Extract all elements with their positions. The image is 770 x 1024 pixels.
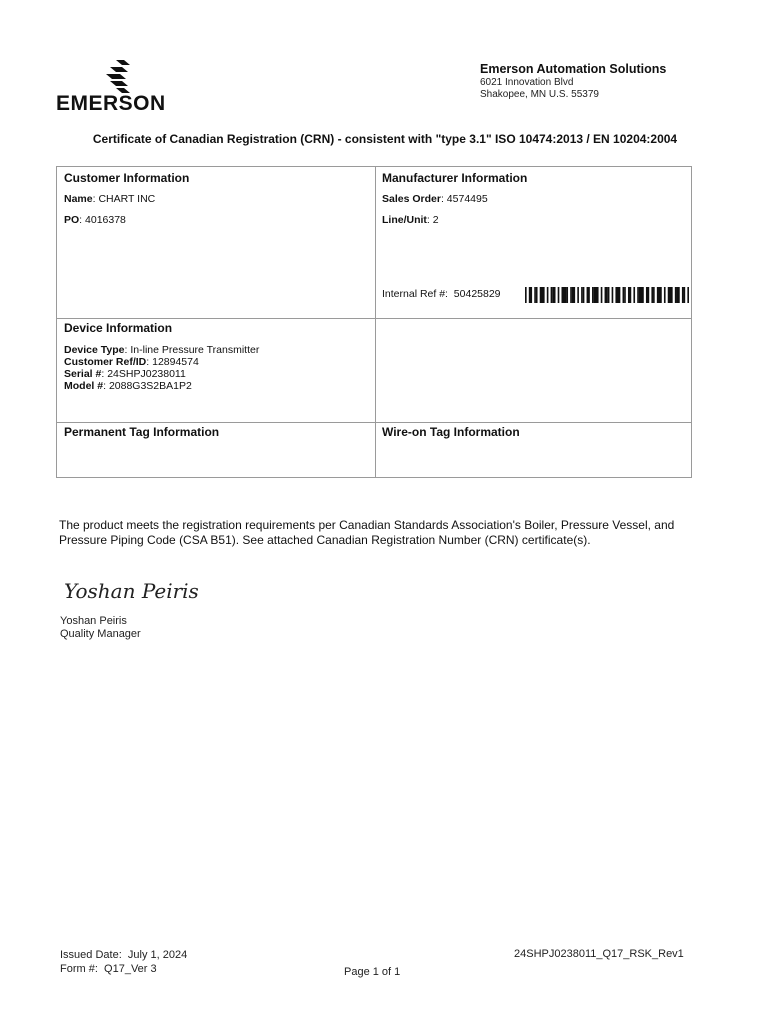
emerson-logo: [56, 58, 186, 118]
label-colon: :: [146, 356, 153, 368]
logo-wordmark: EMERSON: [56, 92, 166, 115]
serial-value: 24SHPJ0238011: [107, 368, 186, 380]
device-type-label: Device Type: [64, 344, 125, 356]
barcode-bar: [594, 287, 599, 303]
label-colon: :: [124, 344, 131, 356]
barcode-bar: [633, 287, 635, 303]
barcode-bar: [658, 287, 661, 303]
barcode-bar: [628, 287, 631, 303]
manufacturer-info-header: Manufacturer Information: [382, 171, 528, 185]
customer-po-row: [64, 214, 126, 226]
barcode-bar: [657, 287, 659, 303]
column-divider: [375, 167, 376, 477]
barcode-bar: [577, 287, 579, 303]
internal-ref-value: 50425829: [453, 288, 501, 300]
device-info-header: Device Information: [64, 321, 173, 335]
barcode-bar: [547, 287, 549, 303]
label-colon: :: [92, 193, 99, 205]
customer-ref-label: Customer Ref/ID: [64, 356, 147, 368]
barcode-bar: [558, 287, 560, 303]
barcode-bar: [608, 287, 610, 303]
issued-date-label: Issued Date:: [60, 949, 122, 961]
barcode-bar: [612, 287, 614, 303]
model-row: [64, 380, 259, 392]
barcode-bar: [581, 287, 583, 303]
company-address-line2: Shakopee, MN U.S. 55379: [480, 89, 599, 100]
barcode-bar: [651, 287, 653, 303]
barcode-bar: [615, 287, 620, 303]
barcode-bar: [682, 287, 684, 303]
serial-label: Serial #: [64, 368, 102, 380]
label-colon: :: [103, 380, 109, 392]
serial-row: [64, 368, 259, 380]
barcode-bar: [587, 287, 590, 303]
customer-name-row: [64, 193, 155, 205]
company-address-block: [480, 62, 666, 101]
permanent-tag-header: Permanent Tag Information: [64, 425, 220, 439]
sales-order-value: 4574495: [446, 193, 488, 205]
internal-ref-row: [382, 288, 501, 300]
sales-order-label: Sales Order: [382, 193, 441, 205]
wire-on-tag-header: Wire-on Tag Information: [382, 425, 520, 439]
internal-ref-label: Internal Ref #:: [382, 288, 448, 300]
device-details: [64, 344, 259, 392]
company-name: Emerson Automation Solutions: [480, 62, 667, 76]
label-colon: :: [79, 214, 86, 226]
barcode-bar: [624, 287, 626, 303]
customer-name-value: CHART INC: [98, 193, 156, 205]
barcode-bar: [668, 287, 673, 303]
barcode-bar: [551, 287, 553, 303]
customer-info-header: Customer Information: [64, 171, 190, 185]
model-value: 2088G3S2BA1P2: [108, 380, 192, 392]
emerson-stripes-icon: [102, 58, 136, 94]
barcode-bar: [572, 287, 575, 303]
barcode-bar: [684, 287, 686, 303]
barcode-bar: [687, 287, 689, 303]
barcode-bar: [536, 287, 538, 303]
issued-date-row: [60, 948, 187, 962]
label-colon: :: [426, 214, 433, 226]
barcode-bar: [605, 287, 608, 303]
barcode-bar: [570, 287, 572, 303]
barcode-bar: [653, 287, 655, 303]
footer-issue-info: [60, 948, 187, 976]
row-divider: [57, 422, 691, 423]
form-number-row: [60, 962, 187, 976]
model-label: Model #: [64, 380, 104, 392]
barcode-bar: [664, 287, 666, 303]
barcode-image: [525, 287, 689, 303]
line-unit-value: 2: [432, 214, 439, 226]
signatory-block: [60, 615, 141, 641]
po-label: PO: [64, 214, 80, 226]
barcode-bar: [534, 287, 536, 303]
customer-ref-row: [64, 356, 259, 368]
customer-name-label: Name: [64, 193, 93, 205]
barcode-bar: [525, 287, 527, 303]
form-number-value: Q17_Ver 3: [104, 963, 157, 975]
form-number-label: Form #:: [60, 963, 98, 975]
row-divider: [57, 318, 691, 319]
barcode-bar: [592, 287, 594, 303]
line-unit-row: [382, 214, 439, 226]
company-address-line1: 6021 Innovation Blvd: [480, 77, 574, 88]
po-value: 4016378: [85, 214, 126, 226]
barcode-bar: [623, 287, 625, 303]
signatory-name: Yoshan Peiris: [60, 615, 127, 627]
barcode-bar: [540, 287, 545, 303]
barcode-bar: [637, 287, 639, 303]
issued-date-value: July 1, 2024: [127, 949, 188, 961]
certificate-title: Certificate of Canadian Registration (CRN) - consistent with "type 3.1" ISO 10474:2013 / EN 10204:2004: [92, 132, 678, 146]
barcode-bar: [601, 287, 603, 303]
customer-ref-value: 12894574: [152, 356, 199, 368]
label-colon: :: [440, 193, 447, 205]
barcode-bar: [583, 287, 585, 303]
compliance-statement: The product meets the registration requirements per Canadian Standards Association's Boiler, Pressure Vessel, and Pressure Piping Code (CSA B51). See attached Canadian Registration Number (CRN) certificate(s).: [59, 518, 675, 547]
barcode-bar: [552, 287, 555, 303]
barcode-bar: [562, 287, 567, 303]
page-number: Page 1 of 1: [344, 966, 401, 978]
barcode-bar: [676, 287, 679, 303]
sales-order-row: [382, 193, 488, 205]
device-type-row: [64, 344, 259, 356]
signatory-role: Quality Manager: [60, 628, 141, 640]
barcode-bar: [646, 287, 649, 303]
signature-image: [60, 566, 200, 614]
line-unit-label: Line/Unit: [382, 214, 427, 226]
label-colon: :: [101, 368, 108, 380]
device-type-value: In-line Pressure Transmitter: [130, 344, 260, 356]
barcode-bar: [675, 287, 677, 303]
document-id: 24SHPJ0238011_Q17_RSK_Rev1: [514, 948, 684, 960]
info-table: [56, 166, 692, 478]
signature-script: Yoshan Peiris: [64, 579, 199, 603]
barcode-bar: [566, 287, 568, 303]
barcode-bar: [529, 287, 532, 303]
barcode-bar: [639, 287, 644, 303]
